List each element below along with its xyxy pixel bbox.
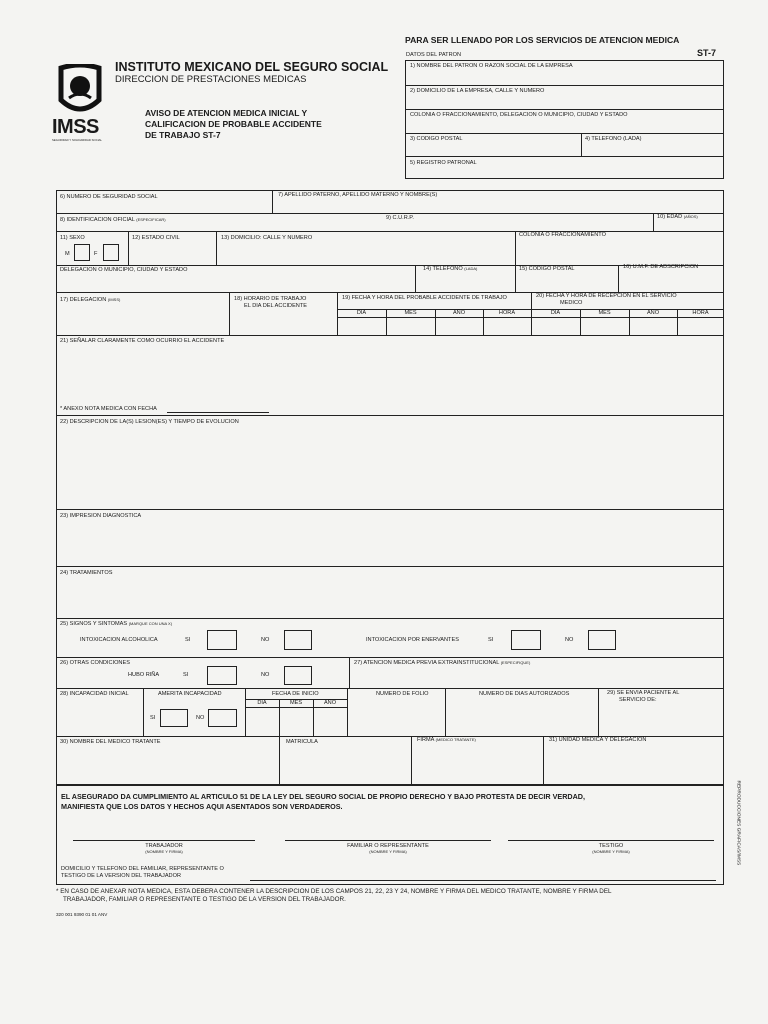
- reception-day-header: DIA: [550, 310, 561, 316]
- fight-label: HUBO RIÑA: [128, 672, 160, 678]
- referral-service-label-2: SERVICIO DE:: [619, 697, 657, 703]
- registration-number-label: MATRICULA: [286, 739, 318, 745]
- family-signature-label: FAMILIAR O REPRESENTANTE: [347, 843, 429, 849]
- accident-description-label: 21) SEÑALAR CLARAMENTE COMO OCURRIO EL ACCIDENTE: [60, 338, 225, 344]
- worker-zip-label: 15) CODIGO POSTAL: [519, 266, 575, 272]
- family-name-sign-note: (NOMBRE Y FIRMA): [369, 849, 407, 854]
- worker-colonia-label: COLONIA O FRACCIONAMIENTO: [519, 232, 606, 238]
- start-date-label: FECHA DE INICIO: [272, 691, 319, 697]
- civil-status-field[interactable]: [129, 232, 215, 264]
- drugs-si-label: SI: [488, 637, 494, 643]
- worker-signature-field[interactable]: [73, 822, 255, 840]
- work-schedule-label-2: EL DIA DEL ACCIDENTE: [244, 303, 307, 309]
- reception-year-input[interactable]: [630, 318, 676, 334]
- official-id-label: 8) IDENTIFICACION OFICIAL (ESPECIFICAR): [60, 217, 166, 223]
- sex-m-label: M: [65, 251, 70, 257]
- social-security-number-label: 6) NUMERO DE SEGURIDAD SOCIAL: [60, 194, 158, 200]
- accident-year-header: AÑO: [452, 310, 466, 316]
- reception-month-header: MES: [598, 310, 611, 316]
- diagnosis-label: 23) IMPRESION DIAGNOSTICA: [60, 513, 142, 519]
- registration-number-field[interactable]: [280, 737, 410, 784]
- sex-f-label: F: [94, 251, 98, 257]
- worker-city-label: DELEGACION O MUNICIPIO, CIUDAD Y ESTADO: [60, 267, 188, 273]
- alcohol-no-checkbox[interactable]: [284, 630, 312, 650]
- form-code-footer: 320 001 9390 01 01 ANV: [56, 912, 108, 917]
- other-conditions-label: 26) OTRAS CONDICIONES: [60, 660, 130, 666]
- worker-address-label: 13) DOMICILIO: CALLE Y NUMERO: [221, 235, 313, 241]
- accident-month-input[interactable]: [387, 318, 434, 334]
- accident-datetime-label: 19) FECHA Y HORA DEL PROBABLE ACCIDENTE DE TRABAJO: [342, 295, 507, 301]
- alcohol-si-label: SI: [185, 637, 191, 643]
- sex-f-checkbox[interactable]: [103, 244, 119, 261]
- employer-zip-field[interactable]: [406, 134, 580, 155]
- accident-hour-header: HORA: [498, 310, 516, 316]
- employer-registry-label: 5) REGISTRO PATRONAL: [410, 160, 477, 166]
- worker-name-field[interactable]: [273, 191, 723, 212]
- reception-datetime-label-2: MEDICO: [560, 300, 583, 306]
- alcohol-si-checkbox[interactable]: [207, 630, 237, 650]
- fight-no-checkbox[interactable]: [284, 666, 312, 685]
- authorized-days-label: NUMERO DE DIAS AUTORIZADOS: [479, 691, 570, 697]
- institute-name: INSTITUTO MEXICANO DEL SEGURO SOCIAL: [115, 60, 389, 74]
- referral-service-field[interactable]: [599, 689, 723, 735]
- form-title-3: DE TRABAJO ST-7: [145, 130, 221, 140]
- reception-hour-input[interactable]: [678, 318, 723, 334]
- previous-care-label: 27) ATENCION MEDICA PREVIA EXTRAINSTITUCIONAL (ESPECIFIQUE): [354, 660, 531, 666]
- fight-si-label: SI: [183, 672, 189, 678]
- umf-field[interactable]: [619, 266, 723, 291]
- imss-logo: [52, 64, 110, 144]
- witness-signature-field[interactable]: [508, 822, 714, 840]
- requires-incapacity-label: AMERITA INCAPACIDAD: [158, 691, 222, 697]
- doctor-signature-field[interactable]: [412, 737, 542, 784]
- treatments-label: 24) TRATAMIENTOS: [60, 570, 113, 576]
- delegacion-imss-field[interactable]: [57, 293, 228, 334]
- referral-service-label: 29) SE ENVIA PACIENTE AL: [607, 690, 680, 696]
- worker-signature-label: TRABAJADOR: [145, 843, 183, 849]
- curp-field[interactable]: [386, 214, 654, 230]
- employer-name-label: 1) NOMBRE DEL PATRON O RAZON SOCIAL DE LA EMPRESA: [410, 63, 573, 69]
- fight-no-label: NO: [261, 672, 270, 678]
- work-schedule-field[interactable]: [230, 293, 336, 334]
- age-label: 10) EDAD (AÑOS): [657, 214, 698, 220]
- work-schedule-label: 18) HORARIO DE TRABAJO: [234, 296, 307, 302]
- accident-month-header: MES: [404, 310, 417, 316]
- side-print-text: REPRODUCCIONES GRAFICAS/IMSS: [735, 780, 741, 866]
- umf-label: 16) U.M.F. DE ADSCRIPCION: [623, 264, 699, 270]
- diagnosis-field[interactable]: [57, 510, 723, 565]
- accident-hour-input[interactable]: [484, 318, 530, 334]
- official-id-field[interactable]: [57, 214, 387, 230]
- doctor-signature-label: FIRMA (MEDICO TRATANTE): [417, 737, 476, 743]
- witness-signature-label: TESTIGO: [598, 843, 624, 849]
- sex-label: 11) SEXO: [60, 235, 85, 241]
- reception-month-input[interactable]: [581, 318, 628, 334]
- footer-note-1: * EN CASO DE ANEXAR NOTA MEDICA, ESTA DEBERA CONTENER LA DESCRIPCION DE LOS CAMPOS 21, 22, 23 Y 24, NOMBRE Y FIRMA DEL MEDICO TRATANTE, NOMBRE Y FIRMA DEL: [56, 888, 612, 895]
- folio-number-label: NUMERO DE FOLIO: [376, 691, 429, 697]
- family-address-label-2: TESTIGO DE LA VERSION DEL TRABAJADOR: [61, 873, 181, 879]
- family-address-label-1: DOMICILIO Y TELEFONO DEL FAMILIAR, REPRESENTANTE O: [61, 866, 224, 872]
- datos-patron-label: DATOS DEL PATRON: [406, 52, 462, 58]
- start-day-input[interactable]: [246, 708, 278, 735]
- authorized-days-field[interactable]: [446, 689, 597, 735]
- employer-address-label: 2) DOMICILIO DE LA EMPRESA, CALLE Y NUMERO: [410, 88, 545, 94]
- worker-zip-field[interactable]: [516, 266, 617, 291]
- worker-colonia-field[interactable]: [516, 232, 723, 264]
- worker-name-label: 7) APELLIDO PATERNO, APELLIDO MATERNO Y NOMBRE(S): [278, 192, 438, 198]
- employer-address-field[interactable]: [406, 86, 723, 108]
- employer-phone-label: 4) TELEFONO (LADA): [585, 136, 642, 142]
- delegacion-imss-label: 17) DELEGACION (IMSS): [60, 297, 121, 303]
- imss-logo-text: IMSS: [52, 116, 99, 138]
- drug-intoxication-label: INTOXICACION POR ENERVANTES: [366, 637, 459, 643]
- start-day-header: DIA: [257, 700, 267, 706]
- injuries-description-label: 22) DESCRIPCION DE LA(S) LESION(ES) Y TIEMPO DE EVOLUCION: [60, 419, 239, 425]
- initial-incapacity-label: 28) INCAPACIDAD INICIAL: [60, 691, 129, 697]
- anexo-date-line: [167, 412, 269, 413]
- alcohol-no-label: NO: [261, 637, 270, 643]
- medical-unit-field[interactable]: [544, 737, 723, 784]
- form-code: ST-7: [697, 48, 717, 58]
- alcohol-intoxication-label: INTOXICACION ALCOHOLICA: [80, 637, 158, 643]
- accident-year-input[interactable]: [436, 318, 482, 334]
- start-year-input[interactable]: [314, 708, 346, 735]
- incapacity-si-label: SI: [150, 715, 156, 721]
- employer-zip-label: 3) CODIGO POSTAL: [410, 136, 463, 142]
- accident-day-input[interactable]: [338, 318, 385, 334]
- declaration-text-1: EL ASEGURADO DA CUMPLIMIENTO AL ARTICULO 51 DE LA LEY DEL SEGURO SOCIAL DE PROPIO DERECHO Y BAJO PROTESTA DE DECIR VERDAD,: [61, 792, 585, 801]
- reception-datetime-label: 20) FECHA Y HORA DE RECEPCION EN EL SERVICIO: [536, 293, 677, 299]
- worker-address-field[interactable]: [217, 232, 514, 264]
- family-address-field[interactable]: [250, 862, 716, 880]
- treatments-field[interactable]: [57, 567, 723, 617]
- declaration-text-2: MANIFIESTA QUE LOS DATOS Y HECHOS AQUI ASENTADOS SON VERDADEROS.: [61, 802, 343, 811]
- treating-doctor-label: 30) NOMBRE DEL MEDICO TRATANTE: [60, 739, 161, 745]
- curp-label: 9) C.U.R.P.: [386, 215, 414, 221]
- family-signature-field[interactable]: [285, 822, 491, 840]
- form-title-2: CALIFICACION DE PROBABLE ACCIDENTE: [145, 119, 322, 129]
- witness-name-sign-note: (NOMBRE Y FIRMA): [592, 849, 630, 854]
- direction-name: DIRECCION DE PRESTACIONES MEDICAS: [115, 74, 307, 85]
- civil-status-label: 12) ESTADO CIVIL: [132, 235, 180, 241]
- employer-phone-field[interactable]: [582, 134, 723, 155]
- previous-care-field[interactable]: [350, 658, 723, 687]
- imss-eagle-icon: [55, 64, 105, 118]
- reception-hour-header: HORA: [692, 310, 709, 316]
- accident-description-field[interactable]: [57, 336, 723, 414]
- accident-day-header: DIA: [356, 310, 367, 316]
- medical-services-heading: PARA SER LLENADO POR LOS SERVICIOS DE ATENCION MEDICA: [405, 35, 680, 45]
- worker-name-sign-note: (NOMBRE Y FIRMA): [145, 849, 183, 854]
- folio-number-field[interactable]: [348, 689, 444, 735]
- drugs-si-checkbox[interactable]: [511, 630, 541, 650]
- form-title-1: AVISO DE ATENCION MEDICA INICIAL Y: [145, 108, 308, 118]
- drugs-no-checkbox[interactable]: [588, 630, 616, 650]
- worker-phone-field[interactable]: [416, 266, 514, 291]
- reception-year-header: AÑO: [646, 310, 660, 316]
- start-month-input[interactable]: [280, 708, 312, 735]
- worker-city-field[interactable]: [57, 266, 414, 291]
- anexo-note-label: * ANEXO NOTA MEDICA CON FECHA: [60, 406, 157, 412]
- sex-m-checkbox[interactable]: [74, 244, 90, 261]
- employer-colonia-label: COLONIA O FRACCIONAMIENTO, DELEGACION O MUNICIPIO, CIUDAD Y ESTADO: [410, 112, 628, 118]
- employer-name-field[interactable]: [406, 61, 723, 84]
- age-field[interactable]: [654, 214, 723, 230]
- employer-colonia-field[interactable]: [406, 110, 723, 132]
- social-security-number-field[interactable]: [57, 191, 271, 212]
- incapacity-si-checkbox[interactable]: [160, 709, 188, 727]
- incapacity-no-checkbox[interactable]: [208, 709, 237, 727]
- incapacity-no-label: NO: [196, 715, 205, 721]
- footer-note-2: TRABAJADOR, FAMILIAR O REPRESENTANTE O TESTIGO DE LA VERSION DEL TRABAJADOR.: [63, 896, 346, 903]
- employer-registry-field[interactable]: [406, 157, 723, 178]
- fight-si-checkbox[interactable]: [207, 666, 237, 685]
- signs-symptoms-label: 25) SIGNOS Y SINTOMAS (MARQUE CON UNA X): [60, 621, 173, 627]
- worker-phone-label: 14) TELEFONO (LADA): [423, 266, 478, 272]
- start-month-header: MES: [289, 700, 303, 706]
- injuries-description-field[interactable]: [57, 416, 723, 508]
- start-year-header: AÑO: [323, 700, 337, 706]
- reception-day-input[interactable]: [532, 318, 579, 334]
- medical-unit-label: 31) UNIDAD MEDICA Y DELEGACION: [549, 737, 647, 743]
- treating-doctor-field[interactable]: [57, 737, 278, 784]
- drugs-no-label: NO: [565, 637, 574, 643]
- imss-logo-tagline: SEGURIDAD Y SOLIDARIDAD SOCIAL: [52, 138, 102, 142]
